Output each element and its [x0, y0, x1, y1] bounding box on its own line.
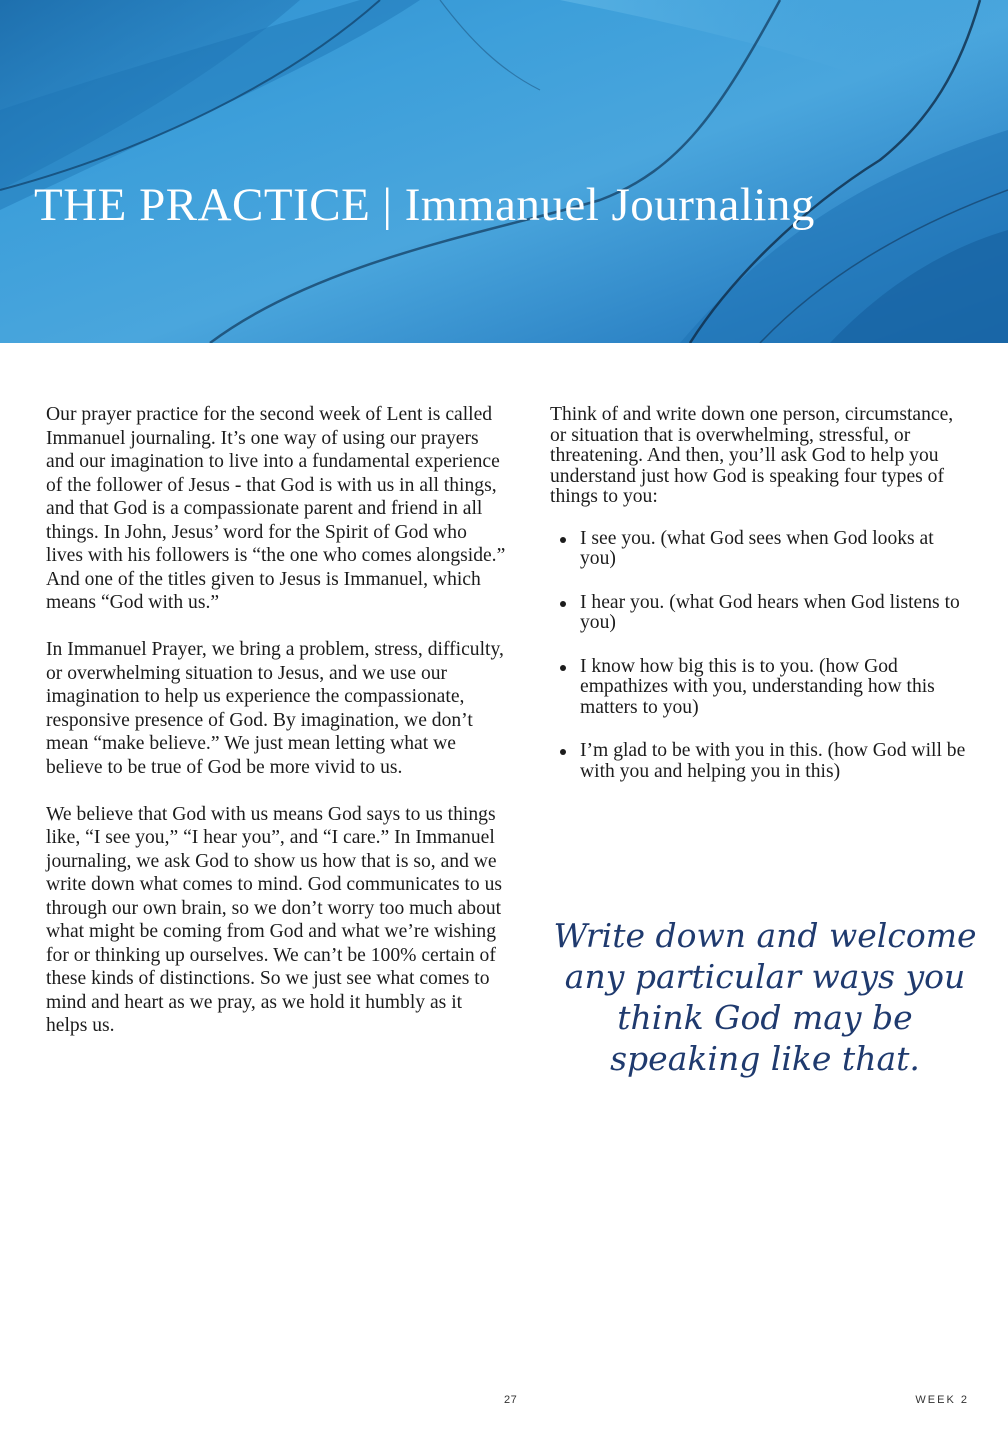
intro-paragraph: Our prayer practice for the second week of Lent is called Immanuel journaling. It’s one way of using our prayers and our imagination to live into a fundamental experience of the follower of Jesus - that God is with us in all things, and that God is a compassionate parent and friend in all things. In John, Jesus’ word for the Spirit of God who lives with his followers is “the one who comes alongside.” And one of the titles given to Jesus is Immanuel, which means “God with us.”	[46, 404, 506, 613]
list-item-text: I see you. (what God sees when God looks at you)	[580, 527, 934, 569]
god-with-us-paragraph: We believe that God with us means God says to us things like, “I see you,” “I hear you”, and “I care.” In Immanuel journaling, we ask God to show us how that is so, and we write down what comes to mind. God communicates to us through our own brain, so we don’t worry too much about what might be coming from God and what we’re wishing for or thinking up ourselves. We can’t be 100% certain of these kinds of distinctions. So we just see what comes to mind and heart as we pray, as we hold it humbly as it helps us.	[46, 803, 503, 1036]
page-title: THE PRACTICE | Immanuel Journaling	[34, 179, 815, 231]
bullet-icon	[560, 665, 566, 671]
bullet-icon	[560, 537, 566, 543]
list-item-text: I hear you. (what God hears when God listens to you)	[580, 591, 960, 633]
header-banner	[0, 0, 1008, 343]
immanuel-prayer-paragraph: In Immanuel Prayer, we bring a problem, stress, difficulty, or overwhelming situation to Jesus, and we use our imagination to help us experience the compassionate, responsive presence of God. By imagination, we don’t mean “make believe.” We just mean letting what we believe to be true of God be more vivid to us.	[46, 639, 504, 778]
bullet-icon	[560, 601, 566, 607]
alcohol-ink-background	[0, 0, 1008, 343]
callout-quote: Write down and welcome any particular ways you think God may be speaking like that.	[553, 916, 977, 1078]
bullet-list	[550, 529, 970, 783]
instructions-paragraph: Think of and write down one person, circumstance, or situation that is overwhelming, stressful, or threatening. And then, you’ll ask God to help you understand just how God is speaking four types of things to you:	[550, 404, 954, 507]
page-number: 27	[504, 1394, 518, 1406]
list-item-text: I know how big this is to you. (how God empathizes with you, understanding how this matters to you)	[580, 655, 935, 718]
list-item	[550, 657, 970, 719]
list-item-text: I’m glad to be with you in this. (how God will be with you and helping you in this)	[580, 740, 966, 782]
list-item	[550, 741, 970, 782]
bullet-icon	[560, 749, 566, 755]
week-label: WEEK 2	[915, 1394, 969, 1406]
list-item	[550, 593, 970, 634]
list-item	[550, 529, 970, 570]
right-column	[550, 405, 970, 805]
left-column	[46, 403, 508, 1061]
